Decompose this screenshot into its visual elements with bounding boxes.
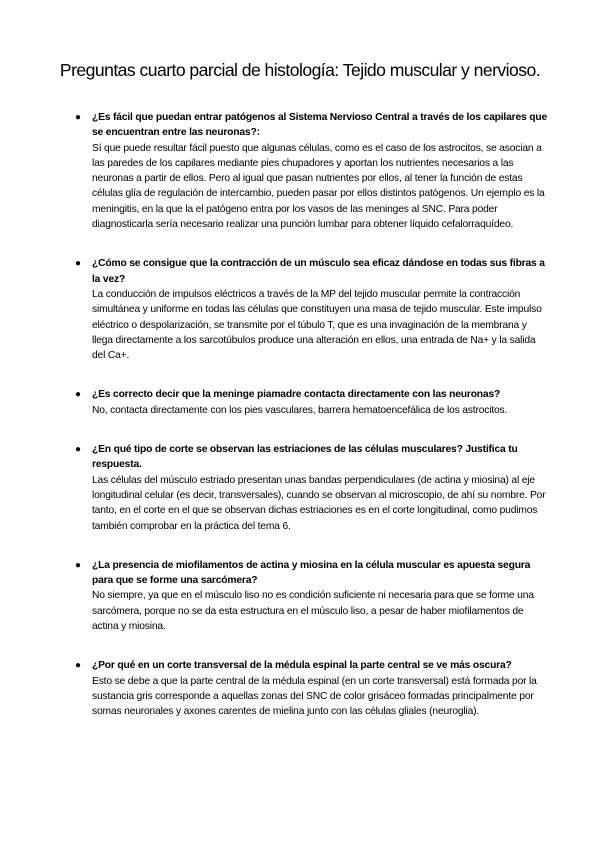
list-item xyxy=(75,558,548,634)
bullet-icon: ● xyxy=(75,660,81,672)
bullet-icon: ● xyxy=(75,389,81,401)
question-list xyxy=(75,110,548,744)
bullet-icon: ● xyxy=(75,112,81,123)
answer-text: Esto se debe a que la parte central de la médula espinal (en un corte transversal) está formada por la sustancia gris corresponde a aquellas zonas del SNC de color grisáceo formadas principalmente por somas neuronales y axones carentes de mielina junto con las células gliales (neuroglia). xyxy=(92,675,537,718)
list-item xyxy=(75,387,548,418)
list-item xyxy=(75,110,548,232)
answer-text: La conducción de impulsos eléctricos a través de la MP del tejido muscular permite la contracción simultánea y uniforme en todas las células que constituyen una masa de tejido muscular. Este impulso eléctrico o despolarización, se transmite por el túbulo T, que es una invaginación de la membrana y llega directamente a los sarcotúbulos produce una alteración en ellos, una entrada de Na+ y la salida del Ca+. xyxy=(92,288,542,362)
bullet-icon: ● xyxy=(75,258,81,270)
list-item xyxy=(75,658,548,719)
question-text: ¿En qué tipo de corte se observan las estriaciones de las células musculares? Justifica tu respuesta. xyxy=(92,444,518,471)
question-text: ¿Cómo se consigue que la contracción de un músculo sea eficaz dándose en todas sus fibras a la vez? xyxy=(92,258,545,285)
question-text: ¿Por qué en un corte transversal de la médula espinal la parte central se ve más oscura? xyxy=(92,660,512,672)
list-item xyxy=(75,256,548,363)
answer-text: Las células del músculo estriado presentan unas bandas perpendiculares (de actina y miosina) al eje longitudinal celular (es decir, transversales), cuando se observan al microscopio, de ahí su nombre. Por tanto, en el corte en el que se observan dichas estriaciones es en el corte longitudinal, como pudimos también comprobar en la práctica del tema 6. xyxy=(92,474,546,532)
answer-text: No siempre, ya que en el músculo liso no es condición suficiente ni necesaria para que se forme una sarcómera, porque no se da esta estructura en el músculo liso, a pesar de haber miofilamentos de actina y miosina. xyxy=(92,590,534,633)
bullet-icon: ● xyxy=(75,444,81,456)
list-item xyxy=(75,442,548,534)
question-text: ¿Es fácil que puedan entrar patógenos al Sistema Nervioso Central a través de los capilares que se encuentran entre las neuronas?: xyxy=(92,112,548,139)
question-text: ¿Es correcto decir que la meninge piamadre contacta directamente con las neuronas? xyxy=(92,389,501,401)
answer-text: No, contacta directamente con los pies vasculares, barrera hematoencefálica de los astrocitos. xyxy=(92,404,508,416)
question-text: ¿La presencia de miofilamentos de actina y miosina en la célula muscular es apuesta segura para que se forme una sarcómera? xyxy=(92,559,531,587)
page-title: Preguntas cuarto parcial de histología: Tejido muscular y nervioso. xyxy=(59,60,541,80)
answer-text: Sí que puede resultar fácil puesto que algunas células, como es el caso de los astrocitos, se asocian a las paredes de los capilares mediante pies chupadores y aportan los nutrientes necesarios a las neuronas a partir de ellos. Pero al igual que pasan nutrientes por ellos, al tener la función de estas células glía de regulación de intercambio, pueden pasar por ellos distintos patógenos. Un ejemplo es la meningitis, en la que la el patógeno entra por los vasos de las meninges al SNC. Para poder diagnosticarla sería necesario realizar una punción lumbar para obtener líquido cefalorraquídeo. xyxy=(92,142,545,231)
bullet-icon: ● xyxy=(75,559,81,571)
